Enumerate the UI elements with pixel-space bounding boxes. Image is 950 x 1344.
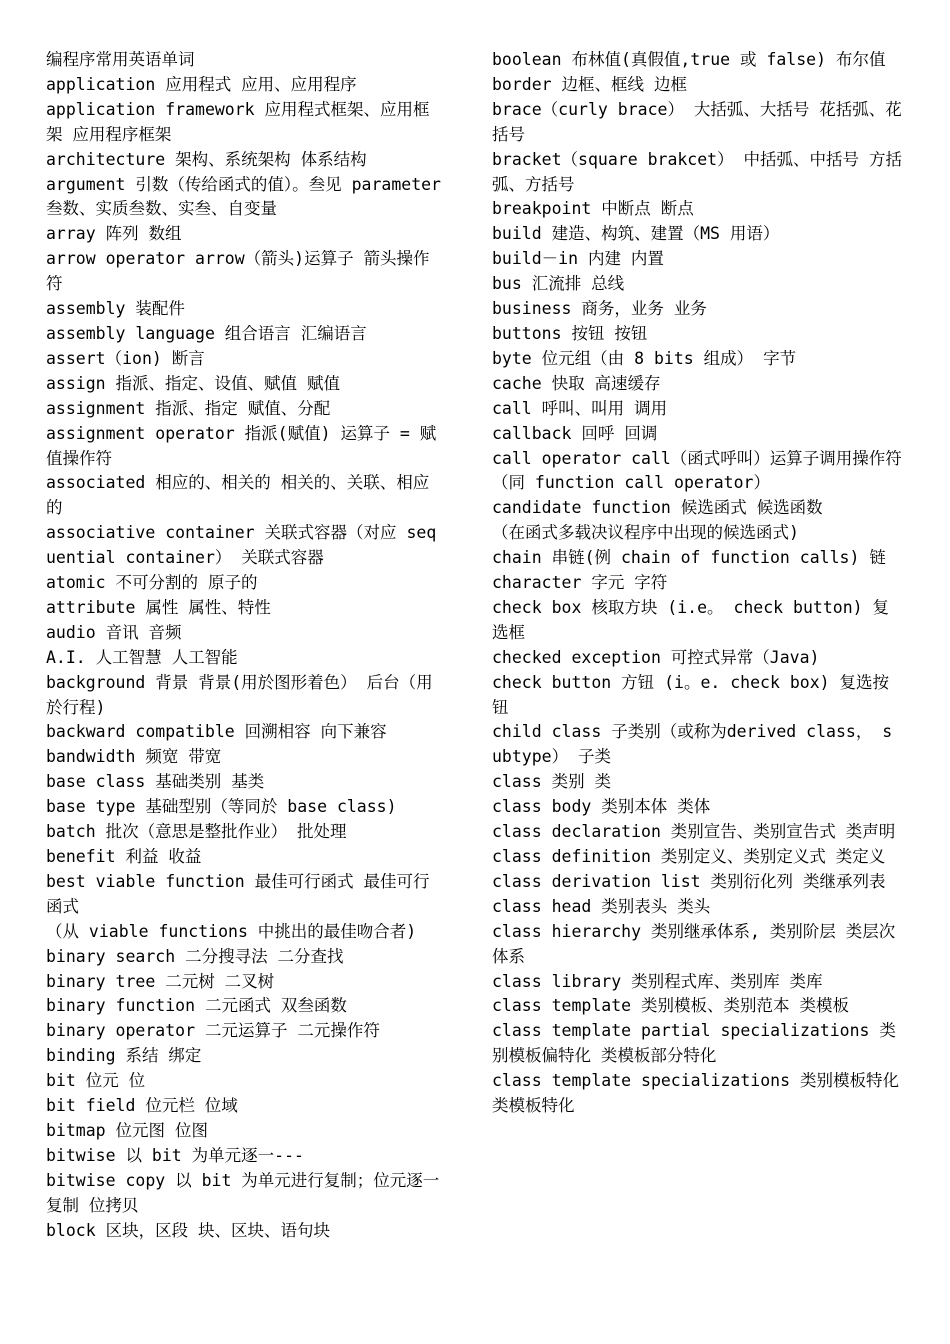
glossary-entry: bus 汇流排 总线	[492, 274, 625, 294]
glossary-entry: callback 回呼 回调	[492, 423, 658, 443]
glossary-entry: bandwidth 频宽 带宽	[46, 747, 222, 767]
glossary-entry: check button 方钮 (i。e. check box) 复选按钮	[492, 672, 890, 717]
glossary-entry: assign 指派、指定、设值、赋值 赋值	[46, 373, 340, 393]
glossary-entry: class body 类别本体 类体	[492, 797, 711, 817]
left-column	[46, 48, 451, 1244]
glossary-entry: class template partial specializations 类别模板偏特化 类模板部分特化	[492, 1021, 896, 1066]
glossary-entry: class declaration 类别宣告、类别宣告式 类声明	[492, 822, 896, 842]
glossary-entry: class template 类别模板、类别范本 类模板	[492, 996, 849, 1016]
glossary-entry: array 阵列 数组	[46, 224, 182, 244]
glossary-entry: boolean 布林值(真假值,true 或 false) 布尔值	[492, 50, 886, 69]
glossary-entry: bit field 位元栏 位域	[46, 1096, 238, 1116]
glossary-entry: assembly 装配件	[46, 299, 185, 319]
glossary-entry: child class 子类别（或称为derived class， subtype） 子类	[492, 722, 893, 767]
glossary-entry: class library 类别程式库、类别库 类库	[492, 971, 823, 991]
glossary-entry: class hierarchy 类别继承体系, 类别阶层 类层次体系	[492, 921, 896, 966]
glossary-entry: assignment 指派、指定 赋值、分配	[46, 398, 331, 418]
glossary-entry: base class 基础类别 基类	[46, 772, 265, 792]
glossary-entry: business 商务，业务 业务	[492, 299, 707, 319]
glossary-entry: candidate function 候选函式 候选函数	[492, 498, 823, 518]
glossary-entry: brace（curly brace） 大括弧、大括号 花括弧、花括号	[492, 99, 902, 144]
glossary-entry: associated 相应的、相关的 相关的、关联、相应的	[46, 473, 430, 518]
glossary-entry: （从 viable functions 中挑出的最佳吻合者)	[46, 921, 417, 941]
glossary-entry: batch 批次（意思是整批作业） 批处理	[46, 822, 347, 842]
document-title: 编程序常用英语单词	[46, 50, 195, 69]
glossary-entry: block 区块，区段 块、区块、语句块	[46, 1220, 331, 1240]
glossary-entry: class template specializations 类别模板特化 类模板特化	[492, 1071, 909, 1116]
glossary-entry: class derivation list 类别衍化列 类继承列表	[492, 871, 886, 891]
glossary-entry: checked exception 可控式异常（Java)	[492, 647, 820, 667]
glossary-entry: argument 引数（传给函式的值）。叁见 parameter 叁数、实质叁数、实叁、自变量	[46, 174, 451, 219]
glossary-entry: （同 function call operator）	[492, 473, 770, 493]
glossary-entry: background 背景 背景(用於图形着色） 后台（用於行程)	[46, 672, 433, 717]
glossary-entry: audio 音讯 音频	[46, 622, 182, 642]
glossary-entry: call operator call（函式呼叫）运算子调用操作符	[492, 448, 902, 468]
glossary-entry: check box 核取方块 (i.e。 check button) 复选框	[492, 597, 890, 642]
glossary-entry: best viable function 最佳可行函式 最佳可行函式	[46, 871, 430, 916]
glossary-entry: A.I. 人工智慧 人工智能	[46, 647, 238, 667]
glossary-entry: binary tree 二元树 二叉树	[46, 971, 275, 991]
glossary-entry: call 呼叫、叫用 调用	[492, 398, 668, 418]
glossary-entry: application framework 应用程式框架、应用框架 应用程序框架	[46, 99, 430, 144]
glossary-entry: build 建造、构筑、建置（MS 用语）	[492, 224, 780, 244]
glossary-entry: backward compatible 回溯相容 向下兼容	[46, 722, 387, 742]
right-column	[492, 48, 909, 1119]
glossary-entry: bitwise 以 bit 为单元逐一---	[46, 1145, 304, 1165]
glossary-entry: benefit 利益 收益	[46, 847, 202, 866]
glossary-entry: buttons 按钮 按钮	[492, 323, 648, 343]
glossary-entry: bitwise copy 以 bit 为单元进行复制；位元逐一复制 位拷贝	[46, 1170, 440, 1215]
glossary-entry: bracket（square brakcet） 中括弧、中括号 方括弧、方括号	[492, 149, 902, 194]
glossary-entry: character 字元 字符	[492, 573, 668, 593]
glossary-entry: binary search 二分搜寻法 二分查找	[46, 946, 344, 966]
glossary-entry: binary operator 二元运算子 二元操作符	[46, 1021, 380, 1041]
glossary-entry: build－in 内建 内置	[492, 249, 664, 269]
glossary-entry: border 边框、框线 边框	[492, 74, 687, 94]
glossary-entry: attribute 属性 属性、特性	[46, 597, 271, 617]
glossary-entry: application 应用程式 应用、应用程序	[46, 74, 357, 94]
glossary-entry: atomic 不可分割的 原子的	[46, 573, 258, 593]
glossary-entry: （在函式多载决议程序中出现的候选函式)	[492, 523, 799, 543]
glossary-entry: architecture 架构、系统架构 体系结构	[46, 149, 367, 169]
glossary-entry: cache 快取 高速缓存	[492, 373, 661, 393]
glossary-entry: bit 位元 位	[46, 1071, 146, 1091]
glossary-entry: byte 位元组（由 8 bits 组成） 字节	[492, 348, 797, 368]
glossary-entry: class definition 类别定义、类别定义式 类定义	[492, 847, 886, 866]
glossary-entry: assert（ion) 断言	[46, 348, 205, 368]
glossary-entry: arrow operator arrow（箭头)运算子 箭头操作符	[46, 249, 430, 294]
glossary-entry: binding 系结 绑定	[46, 1046, 202, 1066]
glossary-entry: binary function 二元函式 双叁函数	[46, 996, 347, 1016]
glossary-entry: bitmap 位元图 位图	[46, 1120, 208, 1140]
glossary-entry: chain 串链(例 chain of function calls) 链	[492, 548, 886, 568]
glossary-entry: class head 类别表头 类头	[492, 896, 711, 916]
glossary-entry: base type 基础型别（等同於 base class)	[46, 797, 397, 817]
glossary-entry: class 类别 类	[492, 772, 612, 792]
glossary-entry: associative container 关联式容器（对应 sequential container） 关联式容器	[46, 523, 437, 568]
glossary-entry: assembly language 组合语言 汇编语言	[46, 323, 367, 343]
glossary-entry: assignment operator 指派(赋值) 运算子 = 赋值操作符	[46, 423, 437, 468]
glossary-entry: breakpoint 中断点 断点	[492, 199, 694, 219]
